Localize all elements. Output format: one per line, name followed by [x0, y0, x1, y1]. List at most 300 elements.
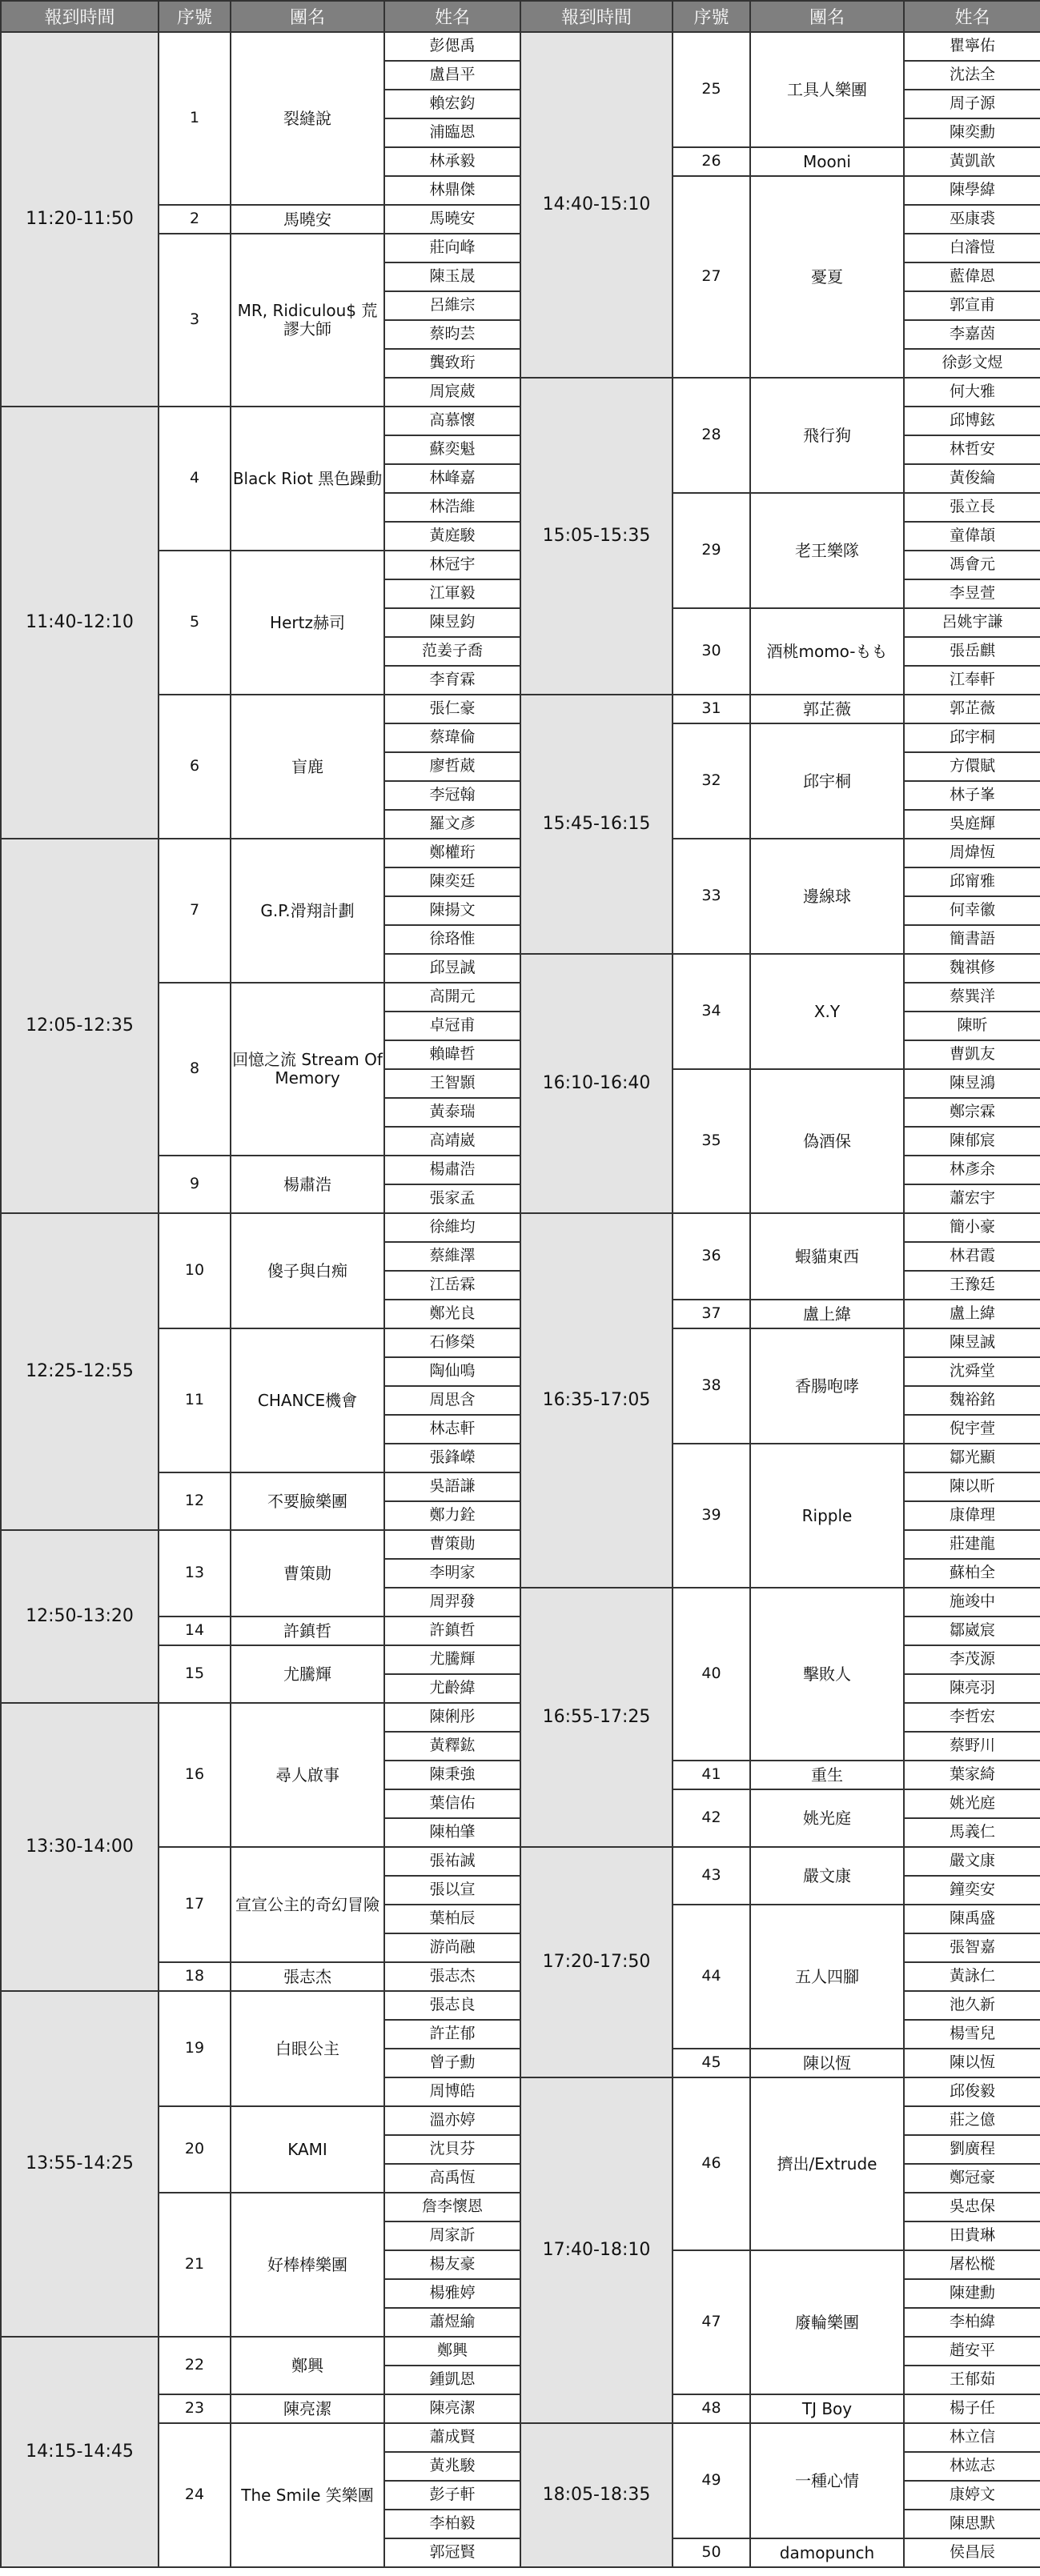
- member-name-cell: 侯昌辰: [904, 2538, 1040, 2567]
- member-name-cell: 楊雪兒: [904, 2020, 1040, 2049]
- header-name: 姓名: [384, 1, 520, 32]
- member-name-cell: 施竣中: [904, 1588, 1040, 1617]
- band-name-cell: 蝦貓東西: [750, 1213, 904, 1300]
- band-name-cell: 老王樂隊: [750, 493, 904, 608]
- member-name-cell: 石修榮: [384, 1328, 520, 1357]
- member-name-cell: 鄭冠豪: [904, 2164, 1040, 2193]
- member-name-cell: 張智嘉: [904, 1933, 1040, 1962]
- sequence-cell: 24: [159, 2423, 231, 2567]
- member-name-cell: 陳俐彤: [384, 1703, 520, 1732]
- member-name-cell: 黃凱歆: [904, 147, 1040, 176]
- band-name-cell: Mooni: [750, 147, 904, 176]
- band-name-cell: 香腸咆哮: [750, 1328, 904, 1444]
- member-name-cell: 張志杰: [384, 1962, 520, 1991]
- checkin-time-cell: 12:50-13:20: [1, 1530, 159, 1703]
- member-name-cell: 王豫廷: [904, 1271, 1040, 1300]
- band-name-cell: 憂夏: [750, 176, 904, 378]
- member-name-cell: 邱甯雅: [904, 867, 1040, 896]
- sequence-cell: 20: [159, 2106, 231, 2193]
- member-name-cell: 魏祺修: [904, 954, 1040, 983]
- member-name-cell: 周子源: [904, 90, 1040, 118]
- sequence-cell: 1: [159, 32, 231, 205]
- member-name-cell: 簡小豪: [904, 1213, 1040, 1242]
- band-name-cell: 回憶之流 Stream Of Memory: [231, 983, 384, 1156]
- member-name-cell: 林鼎傑: [384, 176, 520, 205]
- member-name-cell: 邱俊毅: [904, 2077, 1040, 2106]
- member-name-cell: 魏裕銘: [904, 1386, 1040, 1415]
- member-name-cell: 吳忠保: [904, 2193, 1040, 2221]
- band-name-cell: 傻子與白痴: [231, 1213, 384, 1328]
- member-name-cell: 蔡昀芸: [384, 320, 520, 349]
- member-name-cell: 蘇柏全: [904, 1559, 1040, 1588]
- member-name-cell: 黃釋鈜: [384, 1732, 520, 1761]
- band-name-cell: 邱宇桐: [750, 723, 904, 839]
- checkin-time-cell: 16:35-17:05: [520, 1213, 673, 1588]
- member-name-cell: 馬義仁: [904, 1818, 1040, 1847]
- member-name-cell: 林竑志: [904, 2452, 1040, 2481]
- band-name-cell: 許鎮哲: [231, 1617, 384, 1645]
- band-name-cell: 好棒棒樂團: [231, 2193, 384, 2337]
- band-name-cell: X.Y: [750, 954, 904, 1069]
- sequence-cell: 34: [673, 954, 750, 1069]
- sequence-cell: 38: [673, 1328, 750, 1444]
- member-name-cell: 范姜子喬: [384, 637, 520, 666]
- member-name-cell: 郭宣甫: [904, 291, 1040, 320]
- member-name-cell: 陳亮潔: [384, 2394, 520, 2423]
- sequence-cell: 5: [159, 551, 231, 695]
- member-name-cell: 鄭光良: [384, 1300, 520, 1328]
- member-name-cell: 曹凱友: [904, 1040, 1040, 1069]
- member-name-cell: 嚴文康: [904, 1847, 1040, 1876]
- member-name-cell: 賴宏鈞: [384, 90, 520, 118]
- sequence-cell: 13: [159, 1530, 231, 1617]
- member-name-cell: 陳柏肇: [384, 1818, 520, 1847]
- sequence-cell: 2: [159, 205, 231, 234]
- header-row: [1, 1, 1040, 32]
- schedule-body: [1, 32, 1040, 2567]
- member-name-cell: 黃庭駿: [384, 522, 520, 551]
- member-name-cell: 郭芷薇: [904, 695, 1040, 723]
- member-name-cell: 蔡巽洋: [904, 983, 1040, 1012]
- member-name-cell: 陳奕廷: [384, 867, 520, 896]
- band-name-cell: 姚光庭: [750, 1789, 904, 1847]
- sequence-cell: 7: [159, 839, 231, 983]
- member-name-cell: 曾子勳: [384, 2049, 520, 2077]
- checkin-time-cell: 17:40-18:10: [520, 2077, 673, 2423]
- member-name-cell: 彭子軒: [384, 2481, 520, 2510]
- member-name-cell: 詹李懷恩: [384, 2193, 520, 2221]
- sequence-cell: 26: [673, 147, 750, 176]
- member-name-cell: 陳玉晟: [384, 262, 520, 291]
- sequence-cell: 39: [673, 1444, 750, 1588]
- member-name-cell: 鄒光顯: [904, 1444, 1040, 1472]
- header-time: 報到時間: [520, 1, 673, 32]
- sequence-cell: 30: [673, 608, 750, 695]
- sequence-cell: 27: [673, 176, 750, 378]
- band-name-cell: 酒桃momo-もも: [750, 608, 904, 695]
- member-name-cell: 林彥余: [904, 1156, 1040, 1184]
- member-name-cell: 鄒崴宸: [904, 1617, 1040, 1645]
- member-name-cell: 賴暐哲: [384, 1040, 520, 1069]
- checkin-time-cell: 14:40-15:10: [520, 32, 673, 378]
- member-name-cell: 陳思默: [904, 2510, 1040, 2538]
- member-name-cell: 鄭權珩: [384, 839, 520, 867]
- member-name-cell: 徐彭文煜: [904, 349, 1040, 378]
- member-name-cell: 田貴琳: [904, 2221, 1040, 2250]
- member-name-cell: 張岳麒: [904, 637, 1040, 666]
- member-name-cell: 池久新: [904, 1991, 1040, 2020]
- checkin-time-cell: 14:15-14:45: [1, 2337, 159, 2567]
- sequence-cell: 6: [159, 695, 231, 839]
- member-name-cell: 張以宣: [384, 1876, 520, 1905]
- member-name-cell: 馮會元: [904, 551, 1040, 579]
- member-name-cell: 鄭興: [384, 2337, 520, 2366]
- member-name-cell: 張仁豪: [384, 695, 520, 723]
- member-name-cell: 李明家: [384, 1559, 520, 1588]
- member-name-cell: 葉柏辰: [384, 1905, 520, 1933]
- member-name-cell: 林冠宇: [384, 551, 520, 579]
- checkin-time-cell: 16:55-17:25: [520, 1588, 673, 1847]
- sequence-cell: 32: [673, 723, 750, 839]
- sequence-cell: 10: [159, 1213, 231, 1328]
- header-band: 團名: [750, 1, 904, 32]
- band-name-cell: 偽酒保: [750, 1069, 904, 1213]
- member-name-cell: 張家孟: [384, 1184, 520, 1213]
- checkin-time-cell: 16:10-16:40: [520, 954, 673, 1213]
- member-name-cell: 葉信佑: [384, 1789, 520, 1818]
- member-name-cell: 吳庭輝: [904, 810, 1040, 839]
- member-name-cell: 白濬愷: [904, 234, 1040, 262]
- member-name-cell: 邱博鉉: [904, 407, 1040, 435]
- band-name-cell: 嚴文康: [750, 1847, 904, 1905]
- band-name-cell: 重生: [750, 1761, 904, 1789]
- sequence-cell: 14: [159, 1617, 231, 1645]
- member-name-cell: 葉家綺: [904, 1761, 1040, 1789]
- member-name-cell: 姚光庭: [904, 1789, 1040, 1818]
- sequence-cell: 49: [673, 2423, 750, 2538]
- member-name-cell: 陳揚文: [384, 896, 520, 925]
- sequence-cell: 42: [673, 1789, 750, 1847]
- sequence-cell: 3: [159, 234, 231, 407]
- band-name-cell: 張志杰: [231, 1962, 384, 1991]
- sequence-cell: 44: [673, 1905, 750, 2049]
- band-name-cell: The Smile 笑樂團: [231, 2423, 384, 2567]
- member-name-cell: 鍾凱恩: [384, 2366, 520, 2394]
- header-seq: 序號: [673, 1, 750, 32]
- member-name-cell: 呂維宗: [384, 291, 520, 320]
- member-name-cell: 蔡野川: [904, 1732, 1040, 1761]
- member-name-cell: 陳奕勳: [904, 118, 1040, 147]
- sequence-cell: 35: [673, 1069, 750, 1213]
- member-name-cell: 高開元: [384, 983, 520, 1012]
- sequence-cell: 25: [673, 32, 750, 147]
- member-name-cell: 黃詠仁: [904, 1962, 1040, 1991]
- member-name-cell: 江奉軒: [904, 666, 1040, 695]
- sequence-cell: 50: [673, 2538, 750, 2567]
- band-name-cell: 不要臉樂團: [231, 1472, 384, 1530]
- band-name-cell: 邊線球: [750, 839, 904, 954]
- band-name-cell: 飛行狗: [750, 378, 904, 493]
- sequence-cell: 9: [159, 1156, 231, 1213]
- band-name-cell: 工具人樂團: [750, 32, 904, 147]
- header-time: 報到時間: [1, 1, 159, 32]
- member-name-cell: 蕭成賢: [384, 2423, 520, 2452]
- sequence-cell: 17: [159, 1847, 231, 1962]
- sequence-cell: 12: [159, 1472, 231, 1530]
- member-name-cell: 何幸徽: [904, 896, 1040, 925]
- sequence-cell: 41: [673, 1761, 750, 1789]
- member-name-cell: 周宸葳: [384, 378, 520, 407]
- band-name-cell: 盧上緯: [750, 1300, 904, 1328]
- band-name-cell: 盲鹿: [231, 695, 384, 839]
- member-name-cell: 簡書語: [904, 925, 1040, 954]
- member-name-cell: 尤騰輝: [384, 1645, 520, 1674]
- member-name-cell: 陳以恆: [904, 2049, 1040, 2077]
- member-name-cell: 沈貝芬: [384, 2135, 520, 2164]
- member-name-cell: 浦臨恩: [384, 118, 520, 147]
- member-name-cell: 廖哲葳: [384, 752, 520, 781]
- member-name-cell: 林志軒: [384, 1415, 520, 1444]
- member-name-cell: 盧昌平: [384, 61, 520, 90]
- member-name-cell: 周思含: [384, 1386, 520, 1415]
- sequence-cell: 21: [159, 2193, 231, 2337]
- sequence-cell: 43: [673, 1847, 750, 1905]
- member-name-cell: 楊雅婷: [384, 2279, 520, 2308]
- member-name-cell: 王智顥: [384, 1069, 520, 1098]
- member-name-cell: 周羿發: [384, 1588, 520, 1617]
- sequence-cell: 47: [673, 2250, 750, 2394]
- member-name-cell: 林承毅: [384, 147, 520, 176]
- member-name-cell: 郭冠賢: [384, 2538, 520, 2567]
- member-name-cell: 沈法全: [904, 61, 1040, 90]
- member-name-cell: 康偉理: [904, 1501, 1040, 1530]
- checkin-time-cell: 13:55-14:25: [1, 1991, 159, 2337]
- member-name-cell: 何大雅: [904, 378, 1040, 407]
- member-name-cell: 李昱萱: [904, 579, 1040, 608]
- member-name-cell: 黃兆駿: [384, 2452, 520, 2481]
- member-name-cell: 陶仙鳴: [384, 1357, 520, 1386]
- member-name-cell: 彭偲禹: [384, 32, 520, 61]
- member-name-cell: 倪宇萱: [904, 1415, 1040, 1444]
- member-name-cell: 陳以昕: [904, 1472, 1040, 1501]
- member-name-cell: 高慕懷: [384, 407, 520, 435]
- member-name-cell: 許芷郁: [384, 2020, 520, 2049]
- member-name-cell: 方儇賦: [904, 752, 1040, 781]
- member-name-cell: 藍偉恩: [904, 262, 1040, 291]
- member-name-cell: 張祐誠: [384, 1847, 520, 1876]
- member-name-cell: 瞿寧佑: [904, 32, 1040, 61]
- member-name-cell: 巫康裘: [904, 205, 1040, 234]
- band-name-cell: Hertz赫司: [231, 551, 384, 695]
- member-name-cell: 鄭宗霖: [904, 1098, 1040, 1127]
- checkin-time-cell: 13:30-14:00: [1, 1703, 159, 1991]
- member-name-cell: 邱宇桐: [904, 723, 1040, 752]
- member-name-cell: 李哲宏: [904, 1703, 1040, 1732]
- member-name-cell: 李冠翰: [384, 781, 520, 810]
- member-name-cell: 鐘奕安: [904, 1876, 1040, 1905]
- member-name-cell: 李柏緯: [904, 2308, 1040, 2337]
- member-name-cell: 徐維均: [384, 1213, 520, 1242]
- member-name-cell: 吳語謙: [384, 1472, 520, 1501]
- band-name-cell: 陳亮潔: [231, 2394, 384, 2423]
- sequence-cell: 33: [673, 839, 750, 954]
- checkin-time-cell: 15:05-15:35: [520, 378, 673, 695]
- member-name-cell: 陳建勳: [904, 2279, 1040, 2308]
- member-name-cell: 劉廣程: [904, 2135, 1040, 2164]
- header-name: 姓名: [904, 1, 1040, 32]
- member-name-cell: 陳秉強: [384, 1761, 520, 1789]
- member-name-cell: 周煒恆: [904, 839, 1040, 867]
- member-name-cell: 陳昱誠: [904, 1328, 1040, 1357]
- sequence-cell: 22: [159, 2337, 231, 2394]
- band-name-cell: 一種心情: [750, 2423, 904, 2538]
- band-name-cell: TJ Boy: [750, 2394, 904, 2423]
- member-name-cell: 莊之億: [904, 2106, 1040, 2135]
- checkin-time-cell: 17:20-17:50: [520, 1847, 673, 2077]
- checkin-time-cell: 12:05-12:35: [1, 839, 159, 1213]
- sequence-cell: 23: [159, 2394, 231, 2423]
- member-name-cell: 楊子任: [904, 2394, 1040, 2423]
- member-name-cell: 陳禹盛: [904, 1905, 1040, 1933]
- band-name-cell: 尋人啟事: [231, 1703, 384, 1847]
- member-name-cell: 趙安平: [904, 2337, 1040, 2366]
- sequence-cell: 28: [673, 378, 750, 493]
- sequence-cell: 29: [673, 493, 750, 608]
- member-name-cell: 莊向峰: [384, 234, 520, 262]
- member-name-cell: 游尚融: [384, 1933, 520, 1962]
- band-name-cell: 楊肅浩: [231, 1156, 384, 1213]
- sequence-cell: 19: [159, 1991, 231, 2106]
- member-name-cell: 林子峯: [904, 781, 1040, 810]
- member-name-cell: 徐珞惟: [384, 925, 520, 954]
- member-name-cell: 呂姚宇謙: [904, 608, 1040, 637]
- member-name-cell: 童偉頡: [904, 522, 1040, 551]
- band-name-cell: CHANCE機會: [231, 1328, 384, 1472]
- member-name-cell: 李嘉茵: [904, 320, 1040, 349]
- member-name-cell: 許鎮哲: [384, 1617, 520, 1645]
- band-name-cell: 裂縫說: [231, 32, 384, 205]
- member-name-cell: 蔡瑋倫: [384, 723, 520, 752]
- band-name-cell: G.P.滑翔計劃: [231, 839, 384, 983]
- member-name-cell: 陳昕: [904, 1012, 1040, 1040]
- member-name-cell: 羅文彥: [384, 810, 520, 839]
- member-name-cell: 陳昱鴻: [904, 1069, 1040, 1098]
- header-seq: 序號: [159, 1, 231, 32]
- checkin-time-cell: 12:25-12:55: [1, 1213, 159, 1530]
- band-name-cell: 馬曉安: [231, 205, 384, 234]
- member-name-cell: 鄭力銓: [384, 1501, 520, 1530]
- sequence-cell: 37: [673, 1300, 750, 1328]
- band-name-cell: Ripple: [750, 1444, 904, 1588]
- sequence-cell: 45: [673, 2049, 750, 2077]
- checkin-time-cell: 11:40-12:10: [1, 407, 159, 839]
- sequence-cell: 15: [159, 1645, 231, 1703]
- band-name-cell: MR, Ridiculou$ 荒謬大師: [231, 234, 384, 407]
- member-name-cell: 黃泰瑞: [384, 1098, 520, 1127]
- checkin-time-cell: 15:45-16:15: [520, 695, 673, 954]
- member-name-cell: 康婷文: [904, 2481, 1040, 2510]
- sequence-cell: 16: [159, 1703, 231, 1847]
- member-name-cell: 蕭煜緰: [384, 2308, 520, 2337]
- band-name-cell: damopunch: [750, 2538, 904, 2567]
- member-name-cell: 黃俊綸: [904, 464, 1040, 493]
- band-name-cell: 尤騰輝: [231, 1645, 384, 1703]
- member-name-cell: 李柏毅: [384, 2510, 520, 2538]
- sequence-cell: 40: [673, 1588, 750, 1761]
- band-name-cell: 郭芷薇: [750, 695, 904, 723]
- member-name-cell: 馬曉安: [384, 205, 520, 234]
- band-name-cell: Black Riot 黑色躁動: [231, 407, 384, 551]
- member-name-cell: 張立長: [904, 493, 1040, 522]
- band-name-cell: 白眼公主: [231, 1991, 384, 2106]
- band-name-cell: 五人四腳: [750, 1905, 904, 2049]
- member-name-cell: 周博皓: [384, 2077, 520, 2106]
- member-name-cell: 林峰嘉: [384, 464, 520, 493]
- member-name-cell: 周家訢: [384, 2221, 520, 2250]
- checkin-time-cell: 18:05-18:35: [520, 2423, 673, 2567]
- member-name-cell: 陳昱鈞: [384, 608, 520, 637]
- member-name-cell: 卓冠甫: [384, 1012, 520, 1040]
- member-name-cell: 蔡維澤: [384, 1242, 520, 1271]
- table-row: [1, 1213, 1040, 1242]
- member-name-cell: 林浩維: [384, 493, 520, 522]
- member-name-cell: 溫亦婷: [384, 2106, 520, 2135]
- member-name-cell: 莊建龍: [904, 1530, 1040, 1559]
- member-name-cell: 陳學緯: [904, 176, 1040, 205]
- member-name-cell: 蕭宏宇: [904, 1184, 1040, 1213]
- band-name-cell: 廢輪樂團: [750, 2250, 904, 2394]
- member-name-cell: 陳亮羽: [904, 1674, 1040, 1703]
- member-name-cell: 高禹恆: [384, 2164, 520, 2193]
- sequence-cell: 4: [159, 407, 231, 551]
- sequence-cell: 36: [673, 1213, 750, 1300]
- member-name-cell: 張志良: [384, 1991, 520, 2020]
- sequence-cell: 46: [673, 2077, 750, 2250]
- member-name-cell: 江岳霖: [384, 1271, 520, 1300]
- band-name-cell: 鄭興: [231, 2337, 384, 2394]
- band-name-cell: KAMI: [231, 2106, 384, 2193]
- member-name-cell: 蘇奕魁: [384, 435, 520, 464]
- member-name-cell: 楊友豪: [384, 2250, 520, 2279]
- band-name-cell: 曹策勛: [231, 1530, 384, 1617]
- member-name-cell: 林君霞: [904, 1242, 1040, 1271]
- sequence-cell: 48: [673, 2394, 750, 2423]
- band-name-cell: 宣宣公主的奇幻冒險: [231, 1847, 384, 1962]
- checkin-time-cell: 11:20-11:50: [1, 32, 159, 407]
- member-name-cell: 龔致珩: [384, 349, 520, 378]
- sequence-cell: 11: [159, 1328, 231, 1472]
- member-name-cell: 林立信: [904, 2423, 1040, 2452]
- sequence-cell: 8: [159, 983, 231, 1156]
- table-row: [1, 32, 1040, 61]
- member-name-cell: 林哲安: [904, 435, 1040, 464]
- member-name-cell: 李育霖: [384, 666, 520, 695]
- member-name-cell: 邱昱誠: [384, 954, 520, 983]
- member-name-cell: 沈舜堂: [904, 1357, 1040, 1386]
- band-name-cell: 擠出/Extrude: [750, 2077, 904, 2250]
- member-name-cell: 屠松樅: [904, 2250, 1040, 2279]
- member-name-cell: 王郁茹: [904, 2366, 1040, 2394]
- member-name-cell: 高靖崴: [384, 1127, 520, 1156]
- member-name-cell: 曹策勛: [384, 1530, 520, 1559]
- band-name-cell: 陳以恆: [750, 2049, 904, 2077]
- member-name-cell: 盧上緯: [904, 1300, 1040, 1328]
- member-name-cell: 楊肅浩: [384, 1156, 520, 1184]
- band-name-cell: 擊敗人: [750, 1588, 904, 1761]
- sequence-cell: 31: [673, 695, 750, 723]
- member-name-cell: 尤齡緯: [384, 1674, 520, 1703]
- member-name-cell: 陳郁宸: [904, 1127, 1040, 1156]
